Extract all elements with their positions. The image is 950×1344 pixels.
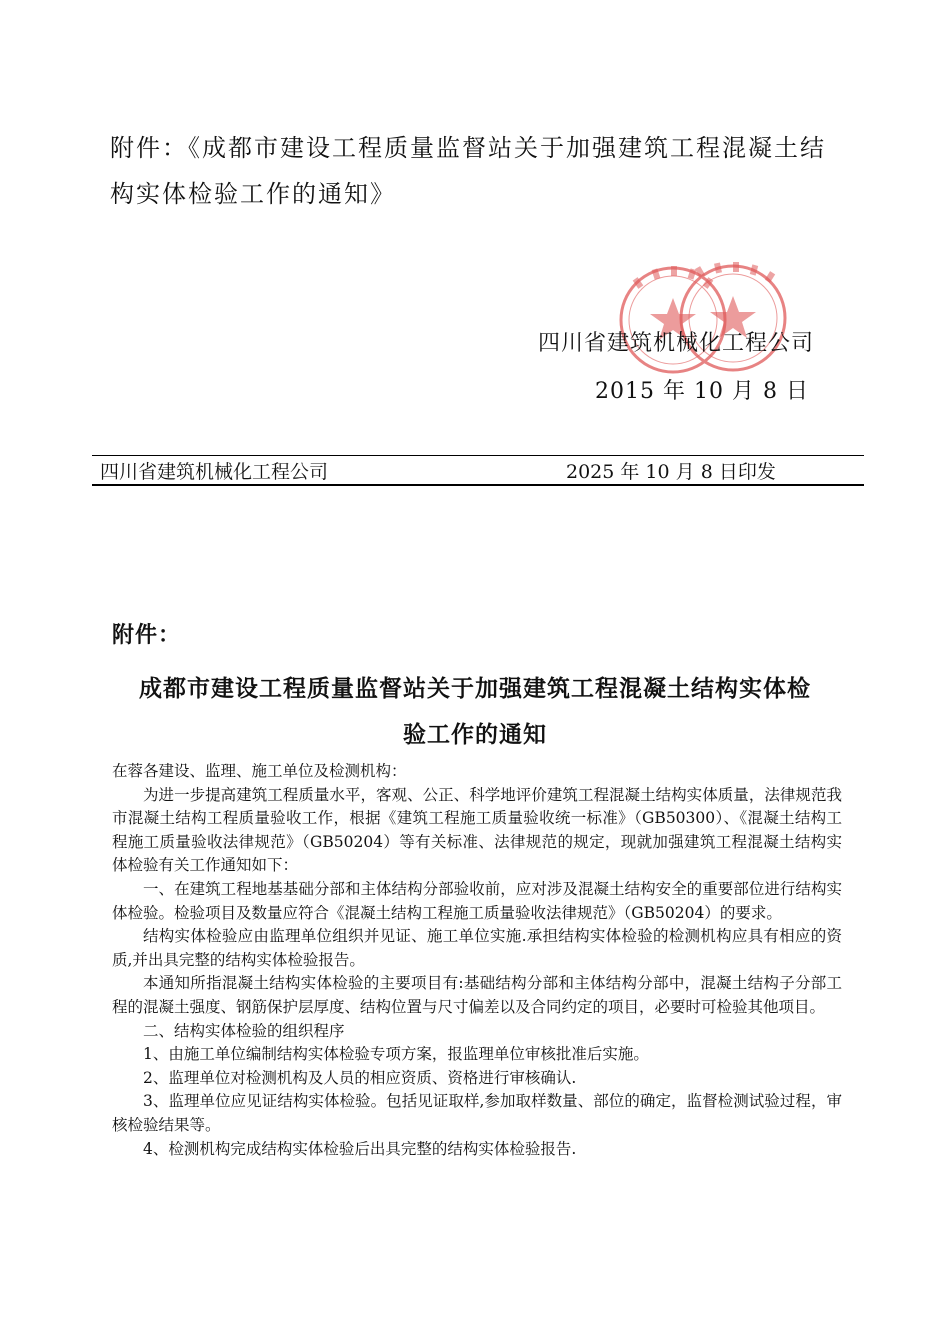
footer-org: 四川省建筑机械化工程公司 [100,461,329,483]
list-item: 1、由施工单位编制结构实体检验专项方案，报监理单位审核批准后实施。 [143,1045,649,1064]
issue-date: 2015 年 10 月 8 日 [595,379,809,404]
salutation: 在蓉各建设、监理、施工单位及检测机构： [112,762,407,780]
issuer-name: 四川省建筑机械化工程公司 [538,331,815,356]
body-paragraph: 本通知所指混凝土结构实体检验的主要项目有:基础结构分部和主体结构分部中，混凝土结构子分部工程的混凝土强度、钢筋保护层厚度、结构位置与尺寸偏差以及合同约定的项目，必要时可检验其他项目。 [112,974,842,1016]
footer-print-date: 2025 年 10 月 8 日印发 [566,461,776,483]
list-item: 3、监理单位应见证结构实体检验。包括见证取样,参加取样数量、部位的确定，监督检测试验过程，审核检验结果等。 [112,1092,842,1134]
attachment-heading: 附件： [112,622,182,648]
footer-top-rule [92,455,864,456]
notice-body [112,760,842,1161]
body-paragraph: 结构实体检验应由监理单位组织并见证、施工单位实施.承担结构实体检验的检测机构应具有相应的资质,并出具完整的结构实体检验报告。 [112,927,842,969]
footer-bottom-rule [92,484,864,486]
notice-title-line-2: 验工作的通知 [403,721,547,748]
list-item: 2、监理单位对检测机构及人员的相应资质、资格进行审核确认. [143,1068,577,1087]
attachment-notice-line-1: 附件：《成都市建设工程质量监督站关于加强建筑工程混凝土结 [110,134,826,162]
company-seal-stamp [605,258,795,378]
body-paragraph: 一、在建筑工程地基基础分部和主体结构分部验收前，应对涉及混凝土结构安全的重要部位进行结构实体检验。检验项目及数量应符合《混凝土结构工程施工质量验收法律规范》（GB50204）的要求。 [112,879,842,922]
body-paragraph: 为进一步提高建筑工程质量水平，客观、公正、科学地评价建筑工程混凝土结构实体质量，法律规范我市混凝土结构工程质量验收工作，根据《建筑工程施工质量验收统一标准》（GB50300）、《混凝土结构工程施工质量验收法律规范》（GB50204）等有关标准、法律规范的规定，现就加强建筑工程混凝土结构实体检验有关工作通知如下： [112,785,842,875]
section-heading: 二、结构实体检验的组织程序 [143,1021,345,1040]
notice-title-line-1: 成都市建设工程质量监督站关于加强建筑工程混凝土结构实体检 [139,675,811,702]
list-item: 4、检测机构完成结构实体检验后出具完整的结构实体检验报告. [143,1139,577,1158]
attachment-notice-line-2: 构实体检验工作的通知》 [110,180,396,208]
